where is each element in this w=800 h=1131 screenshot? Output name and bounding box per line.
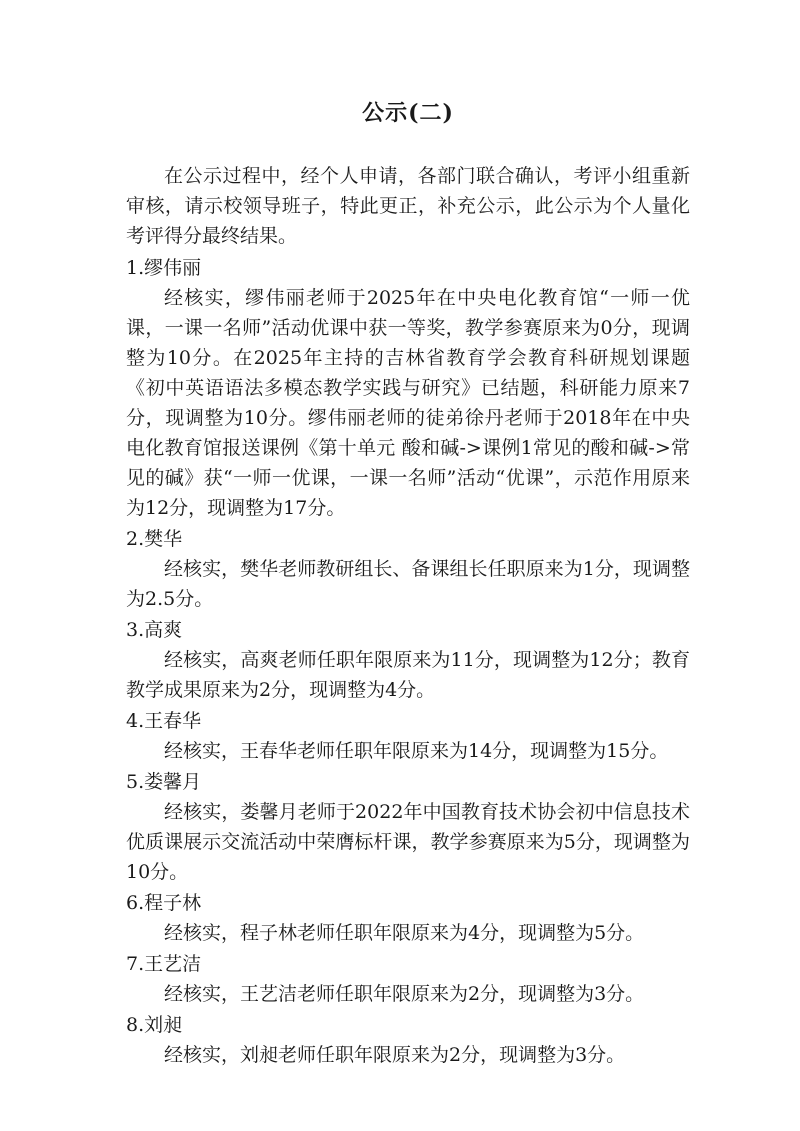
entry-heading: 6.程子林 xyxy=(126,892,202,914)
entry-text: 经核实，刘昶老师任职年限原来为2分，现调整为3分。 xyxy=(164,1044,626,1066)
entry-heading: 7.王艺洁 xyxy=(126,953,202,975)
entry-text: 经核实，樊华老师教研组长、备课组长任职原来为1分，现调整为2.5分。 xyxy=(126,558,690,610)
entry-6 xyxy=(126,888,690,948)
entry-heading: 1.缪伟丽 xyxy=(126,257,202,279)
entry-heading: 2.樊华 xyxy=(126,528,183,550)
entry-text: 经核实，王艺洁老师任职年限原来为2分，现调整为3分。 xyxy=(164,983,645,1005)
entry-5 xyxy=(126,767,690,887)
intro-paragraph: 在公示过程中，经个人申请，各部门联合确认，考评小组重新审核，请示校领导班子，特此更正，补充公示，此公示为个人量化考评得分最终结果。 xyxy=(126,165,690,247)
entry-8 xyxy=(126,1010,690,1070)
entry-text: 经核实，娄馨月老师于2022年中国教育技术协会初中信息技术优质课展示交流活动中荣膺标杆课，教学参赛原来为5分，现调整为10分。 xyxy=(126,801,690,883)
entry-text: 经核实，王春华老师任职年限原来为14分，现调整为15分。 xyxy=(164,740,669,762)
entry-7 xyxy=(126,949,690,1009)
entry-text: 经核实，缪伟丽老师于2025年在中央电化教育馆“一师一优课，一课一名师”活动优课中获一等奖，教学参赛原来为0分，现调整为10分。在2025年主持的吉林省教育学会教育科研规划课题《初中英语语法多模态教学实践与研究》已结题，科研能力原来7分，现调整为10分。缪伟丽老师的徒弟徐丹老师于2018年在中央电化教育馆报送课例《第十单元 酸和碱->课例1常见的酸和碱->常见的碱》获“一师一优课，一课一名师”活动“优课”，示范作用原来为12分，现调整为17分。 xyxy=(126,287,690,519)
entry-heading: 4.王春华 xyxy=(126,710,202,732)
entry-1 xyxy=(126,253,690,523)
entry-4 xyxy=(126,706,690,766)
document-title: 公示(二) xyxy=(362,100,454,126)
entry-text: 经核实，程子林老师任职年限原来为4分，现调整为5分。 xyxy=(164,922,645,944)
entry-3 xyxy=(126,615,690,705)
entry-2 xyxy=(126,524,690,614)
entry-heading: 8.刘昶 xyxy=(126,1014,183,1036)
entry-text: 经核实，高爽老师任职年限原来为11分，现调整为12分；教育教学成果原来为2分，现调整为4分。 xyxy=(126,649,690,701)
entry-heading: 3.高爽 xyxy=(126,619,183,641)
entry-heading: 5.娄馨月 xyxy=(126,771,202,793)
